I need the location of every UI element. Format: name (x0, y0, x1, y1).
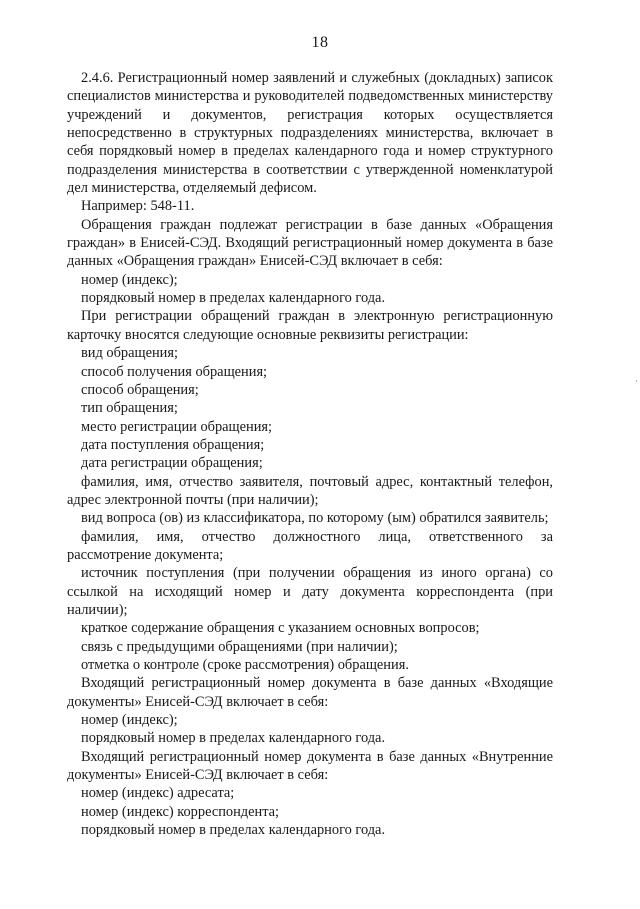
list-item: фамилия, имя, отчество заявителя, почтовый адрес, контактный телефон, адрес электронной почты (при наличии); (67, 473, 553, 508)
list-item: порядковый номер в пределах календарного года. (81, 290, 386, 307)
paragraph-2-4-6: 2.4.6. Регистрационный номер заявлений и служебных (докладных) записок специалистов министерства и руководителей подведомственных министерству учреждений и документов, регистрация которых осуществляется непосредственно в структурных подразделениях министерства, включает в себя порядковый номер в пределах календарного года и номер структурного подразделения министерства в соответствии с утвержденной номенклатурой дел министерства, отделяемый дефисом. (67, 70, 553, 197)
document-body (67, 69, 553, 839)
list-item: номер (индекс) адресата; (81, 785, 235, 802)
list-item: способ обращения; (81, 381, 199, 398)
page-number: 18 (311, 34, 329, 51)
list-item: номер (индекс); (81, 712, 178, 729)
scan-speck (636, 380, 637, 382)
paragraph-internal-documents: Входящий регистрационный номер документа в базе данных «Внутренние документы» Енисей-СЭД включает в себя: (67, 748, 553, 784)
list-item: источник поступления (при получении обращения из иного органа) со ссылкой на исходящий номер и дату документа корреспондента (при наличии); (67, 565, 553, 618)
list-item: вид вопроса (ов) из классификатора, по которому (ым) обратился заявитель; (81, 510, 549, 527)
list-item: дата регистрации обращения; (81, 455, 263, 472)
list-item: порядковый номер в пределах календарного года. (81, 822, 386, 839)
list-item: отметка о контроле (сроке рассмотрения) обращения. (81, 657, 409, 673)
list-item: дата поступления обращения; (81, 436, 265, 453)
list-item: тип обращения; (81, 400, 178, 417)
paragraph-incoming-documents: Входящий регистрационный номер документа в базе данных «Входящие документы» Енисей-СЭД включает в себя: (67, 675, 553, 710)
list-item: место регистрации обращения; (81, 418, 273, 435)
list-item: связь с предыдущими обращениями (при наличии); (81, 638, 398, 655)
list-item: способ получения обращения; (81, 363, 268, 380)
list-item: фамилия, имя, отчество должностного лица, ответственного за рассмотрение документа; (67, 528, 553, 563)
list-item: номер (индекс) корреспондента; (81, 803, 280, 820)
list-item: краткое содержание обращения с указанием основных вопросов; (81, 620, 480, 637)
paragraph-citizen-appeals: Обращения граждан подлежат регистрации в базе данных «Обращения граждан» в Енисей-СЭД. Входящий регистрационный номер документа в базе данных «Обращения граждан» Енисей-СЭД включает в себя: (67, 216, 553, 270)
paragraph-registration-card: При регистрации обращений граждан в электронную регистрационную карточку вносятся следующие основные реквизиты регистрации: (67, 308, 553, 343)
list-item: номер (индекс); (81, 271, 178, 288)
list-item: порядковый номер в пределах календарного года. (81, 730, 386, 747)
list-item: вид обращения; (81, 345, 179, 362)
paragraph-example: Например: 548-11. (81, 198, 195, 215)
